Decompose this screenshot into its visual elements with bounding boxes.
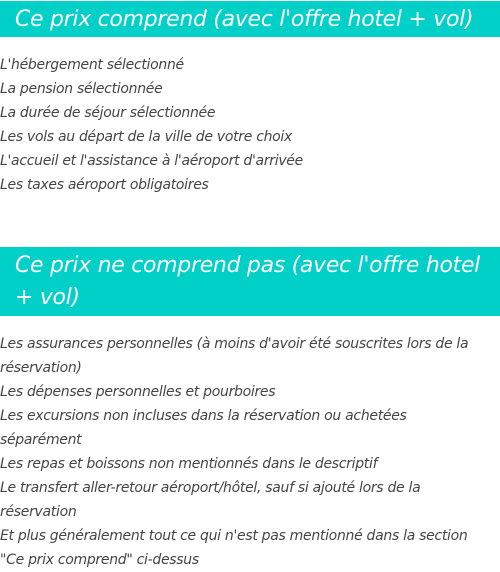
list-item: Les taxes aéroport obligatoires: [0, 177, 209, 193]
list-item: La pension sélectionnée: [0, 81, 163, 97]
list-item: Les dépenses personnelles et pourboires: [0, 384, 276, 400]
list-item: Les repas et boissons non mentionnés dans le descriptif: [0, 456, 378, 472]
list-item: Les excursions non incluses dans la réservation ou achetées séparément: [0, 408, 407, 448]
list-item: Le transfert aller-retour aéroport/hôtel, sauf si ajouté lors de la réservation: [0, 480, 421, 520]
not-included-list: [0, 332, 500, 572]
list-item: Les assurances personnelles (à moins d'avoir été souscrites lors de la réservation): [0, 336, 469, 376]
list-item: L'hébergement sélectionné: [0, 57, 184, 73]
section-header-included: Ce prix comprend (avec l'offre hotel + vol): [0, 1, 500, 37]
list-item: Et plus généralement tout ce qui n'est pas mentionné dans la section "Ce prix comprend" ci-dessus: [0, 528, 468, 568]
list-item: La durée de séjour sélectionnée: [0, 105, 216, 121]
included-list: [0, 53, 500, 197]
list-item: L'accueil et l'assistance à l'aéroport d'arrivée: [0, 153, 303, 169]
section-header-not-included: Ce prix ne comprend pas (avec l'offre hotel + vol): [0, 247, 500, 316]
list-item: Les vols au départ de la ville de votre choix: [0, 129, 293, 145]
